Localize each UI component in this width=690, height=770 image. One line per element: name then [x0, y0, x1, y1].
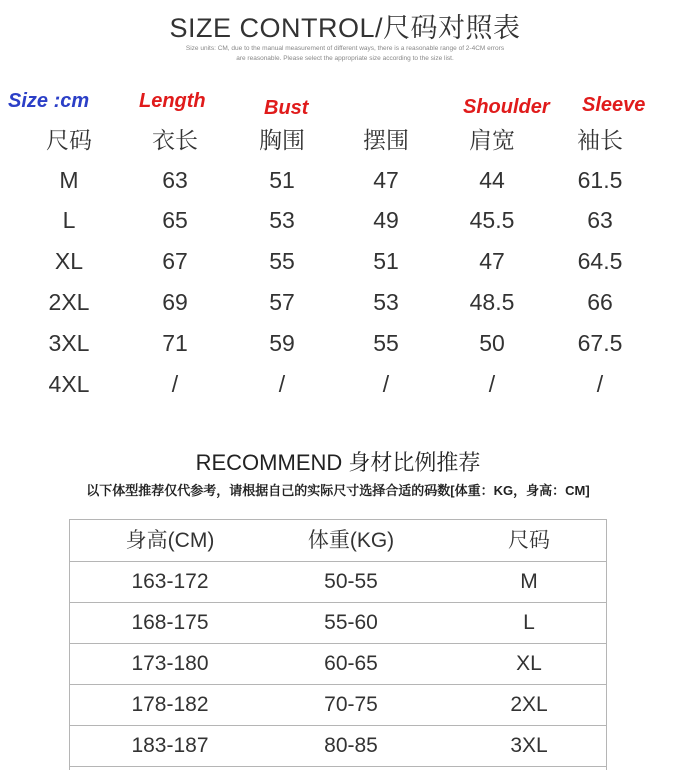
label-length: Length [139, 90, 206, 112]
size-table-cell: 49 [373, 207, 399, 233]
recommend-row [70, 561, 606, 603]
recommend-row [70, 602, 606, 644]
size-table-cell: 51 [373, 248, 399, 274]
recommend-cell: 70-75 [324, 693, 378, 716]
recommend-cell: 183-187 [131, 734, 209, 757]
size-table-cell: 63 [162, 167, 188, 193]
size-note-line-2: are reasonable. Please select the appropriate size according to the size list. [236, 55, 454, 62]
size-table-cell: 67 [162, 248, 188, 274]
size-table-cell: 48.5 [469, 289, 515, 315]
recommend-header-cell: 体重(KG) [307, 529, 395, 552]
size-table-cell: 57 [269, 289, 295, 315]
size-table-cell: 59 [269, 330, 295, 356]
recommend-header-cell: 身高(CM) [125, 529, 215, 552]
size-table-cell: 61.5 [577, 167, 623, 193]
recommend-row [70, 684, 606, 726]
size-table-cell: 50 [479, 330, 505, 356]
size-table-cell: 53 [269, 207, 295, 233]
size-table-cell: 47 [479, 248, 505, 274]
recommend-cell: M [520, 570, 538, 593]
recommend-header-row [70, 520, 606, 562]
size-table-cell: 51 [269, 167, 295, 193]
size-table-cell: 55 [373, 330, 399, 356]
recommend-cell: 163-172 [131, 570, 209, 593]
size-table-header: 尺码 [46, 127, 92, 153]
size-table-cell: 53 [373, 289, 399, 315]
size-table-header: 衣长 [152, 127, 198, 153]
recommend-title: RECOMMEND 身材比例推荐 [195, 450, 481, 475]
size-table-cell: 45.5 [469, 207, 515, 233]
size-note [120, 44, 570, 64]
size-table-cell: 71 [162, 330, 188, 356]
recommend-cell: 168-175 [131, 611, 209, 634]
recommend-cell: 3XL [510, 734, 548, 757]
size-table-header: 摆围 [363, 127, 409, 153]
size-table-size-cell: 4XL [48, 371, 90, 397]
label-size-cm: Size :cm [8, 90, 90, 112]
size-table-size-cell: XL [54, 248, 84, 274]
size-table-cell: / [488, 371, 496, 397]
size-table-size-cell: L [62, 207, 76, 233]
size-table-cell: / [171, 371, 179, 397]
size-table-size-cell: M [59, 167, 79, 193]
size-table-size-cell: 3XL [48, 330, 90, 356]
recommend-cell: XL [516, 652, 542, 675]
size-table-cell: 44 [479, 167, 505, 193]
recommend-cell: 2XL [510, 693, 548, 716]
recommend-cell: 50-55 [324, 570, 378, 593]
recommend-cell: 173-180 [131, 652, 209, 675]
label-bust: Bust [264, 97, 309, 119]
size-table-cell: 66 [587, 289, 613, 315]
size-table-header: 肩宽 [469, 127, 515, 153]
size-table-header: 袖长 [577, 127, 623, 153]
page-title: SIZE CONTROL/尺码对照表 [169, 13, 521, 43]
label-shoulder: Shoulder [463, 96, 550, 118]
size-table-cell: / [596, 371, 604, 397]
recommend-row [70, 643, 606, 685]
recommend-cell: 55-60 [324, 611, 378, 634]
recommend-cell: 178-182 [131, 693, 209, 716]
size-table-cell: 69 [162, 289, 188, 315]
recommend-cell: L [523, 611, 535, 634]
recommend-cell: 80-85 [324, 734, 378, 757]
size-table-cell: 55 [269, 248, 295, 274]
size-table-header: 胸围 [259, 127, 305, 153]
size-table-cell: 67.5 [577, 330, 623, 356]
size-table-cell: / [382, 371, 390, 397]
recommend-subtitle: 以下体型推荐仅代参考，请根据自己的实际尺寸选择合适的码数[体重：KG，身高：CM] [86, 483, 590, 498]
label-sleeve: Sleeve [582, 94, 646, 116]
size-table-size-cell: 2XL [48, 289, 90, 315]
recommend-header-cell: 尺码 [508, 529, 550, 552]
size-table-cell: 65 [162, 207, 188, 233]
size-table-cell: / [278, 371, 286, 397]
size-note-line-1: Size units: CM, due to the manual measurement of different ways, there is a reasonable range of 2-4CM errors [185, 45, 505, 52]
size-table-cell: 64.5 [577, 248, 623, 274]
recommend-table [69, 519, 607, 770]
recommend-cell: 60-65 [324, 652, 378, 675]
size-table-cell: 47 [373, 167, 399, 193]
size-table-cell: 63 [587, 207, 613, 233]
